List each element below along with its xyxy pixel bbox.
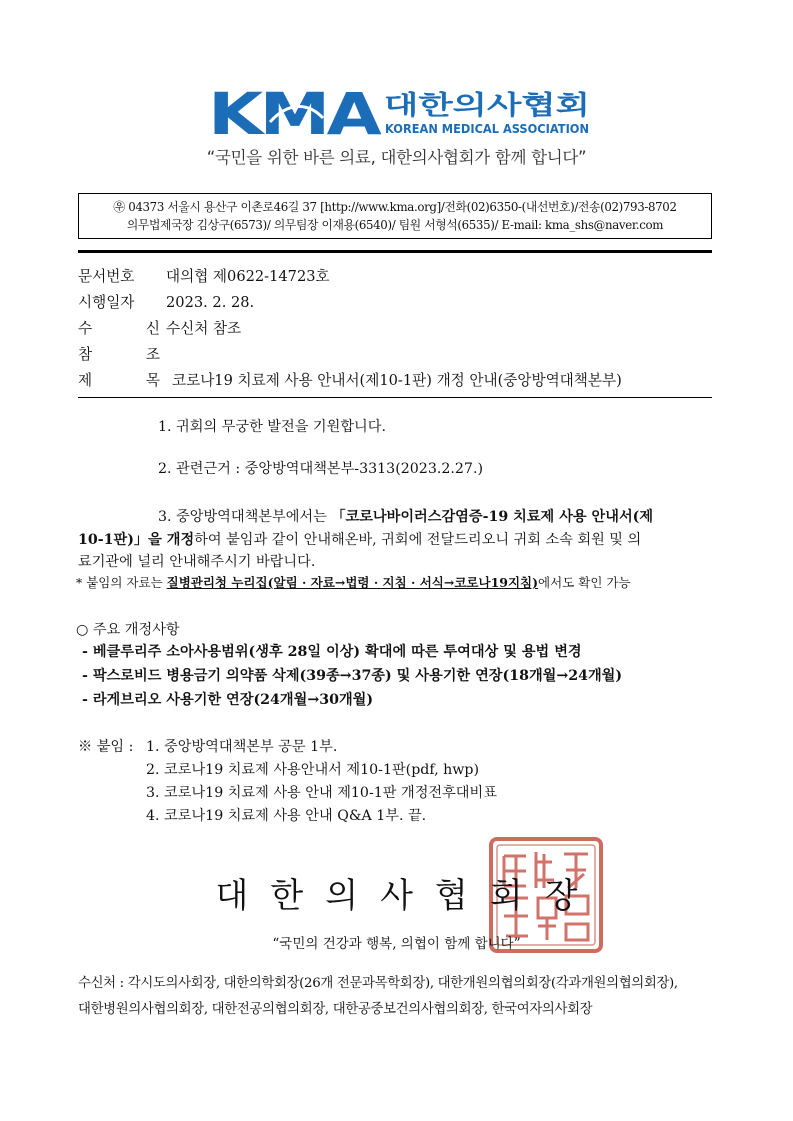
change-item: - 베클루리주 소아사용범위(생후 28일 이상) 확대에 따른 투여대상 및 용법 변경 [82, 644, 582, 660]
doc-number-label: 문서번호 [78, 268, 135, 285]
recipients-line-2: 대한병원의사협의회장, 대한전공의협의회장, 대한공중보건의사협의회장, 한국여자의사회장 [78, 1002, 593, 1017]
paragraph-3-line-3: 료기관에 널리 안내해주시기 바랍니다. [78, 554, 316, 570]
note-suffix: 에서도 확인 가능 [538, 575, 631, 590]
logo-org-name-en: KOREAN MEDICAL ASSOCIATION [385, 121, 589, 136]
paragraph-3-line-1 [158, 507, 653, 527]
change-item: - 라게브리오 사용기한 연장(24개월→30개월) [82, 692, 374, 708]
recipient-value: 수신처 참조 [166, 320, 242, 337]
recipients-line-1: 수신처 : 각시도의사회장, 대한의학회장(26개 전문과목학회장), 대한개원의협의회장(각과개원의협의회장), [78, 976, 678, 991]
kma-logo [208, 88, 590, 142]
kdca-website-link[interactable]: 질병관리청 누리집(알림 · 자료→법령 · 지침 · 서식→코로나19지침) [166, 575, 539, 590]
closing-slogan: “국민의 건강과 행복, 의협이 함께 합니다” [272, 936, 521, 952]
attachments-label: ※ 붙임 : [78, 739, 134, 755]
changes-heading: ○ 주요 개정사항 [76, 622, 180, 638]
subject-value: 코로나19 치료제 사용 안내서(제10-1판) 개정 안내(중앙방역대책본부) [172, 372, 622, 389]
paragraph-1: 1. 귀회의 무궁한 발전을 기원합니다. [158, 419, 386, 435]
header-divider [78, 250, 712, 253]
recipient-row [78, 318, 241, 340]
subject-label: 제 목 [78, 372, 160, 389]
paragraph-3-rest: 하여 붙임과 같이 안내해온바, 귀회에 전달드리오니 귀회 소속 회원 및 의 [194, 532, 642, 548]
change-item: - 팍스로비드 병용금기 의약품 삭제(39종→37종) 및 사용기한 연장(18개월→24개월) [82, 668, 623, 684]
header-slogan: “국민을 위한 바른 의료, 대한의사협회가 함께 합니다” [206, 148, 587, 167]
contact-line-2: 의무법제국장 김상구(6573)/ 의무팀장 이재용(6540)/ 팀원 서형석(6535)/ E-mail: kma_shs@naver.com [126, 218, 664, 232]
note-prefix: * 붙임의 자료는 [76, 575, 167, 590]
doc-number-row [78, 266, 330, 288]
paragraph-2: 2. 관련근거 : 중앙방역대책본부-3313(2023.2.27.) [158, 461, 483, 477]
attachment-item: 2. 코로나19 치료제 사용안내서 제10-1판(pdf, hwp) [146, 762, 480, 778]
attachment-item: 3. 코로나19 치료제 사용 안내 제10-1판 개정전후대비표 [146, 785, 497, 801]
doc-number: 대의협 제0622-14723호 [166, 268, 330, 285]
contact-box [78, 193, 712, 239]
reference-label: 참 조 [78, 346, 160, 363]
date-row [78, 292, 254, 314]
paragraph-3-bold-title: 「코로나바이러스감염증-19 치료제 사용 안내서(제 [331, 509, 654, 525]
attachment-note [76, 573, 631, 593]
meta-divider [78, 397, 712, 398]
recipient-label: 수 신 [78, 320, 160, 337]
paragraph-3-line-2 [78, 530, 641, 550]
reference-row [78, 344, 166, 366]
paragraph-3-bold-revision: 10-1판)」을 개정 [78, 532, 195, 548]
attachment-item: 1. 중앙방역대책본부 공문 1부. [146, 739, 338, 755]
sender-title: 대한의사협회장 [215, 876, 600, 916]
logo-wordmark: KMA [208, 88, 382, 142]
subject-row [78, 370, 622, 392]
paragraph-3-prefix: 3. 중앙방역대책본부에서는 [158, 509, 332, 525]
date-value: 2023. 2. 28. [166, 294, 255, 311]
contact-line-1: ㉾ 04373 서울시 용산구 이촌로46길 37 [http://www.kma.org]/전화(02)6350-(내선번호)/전송(02)793-8702 [113, 200, 677, 214]
date-label: 시행일자 [78, 294, 135, 311]
attachment-item: 4. 코로나19 치료제 사용 안내 Q&A 1부. 끝. [146, 808, 427, 824]
logo-org-name-ko: 대한의사협회 [384, 91, 535, 121]
